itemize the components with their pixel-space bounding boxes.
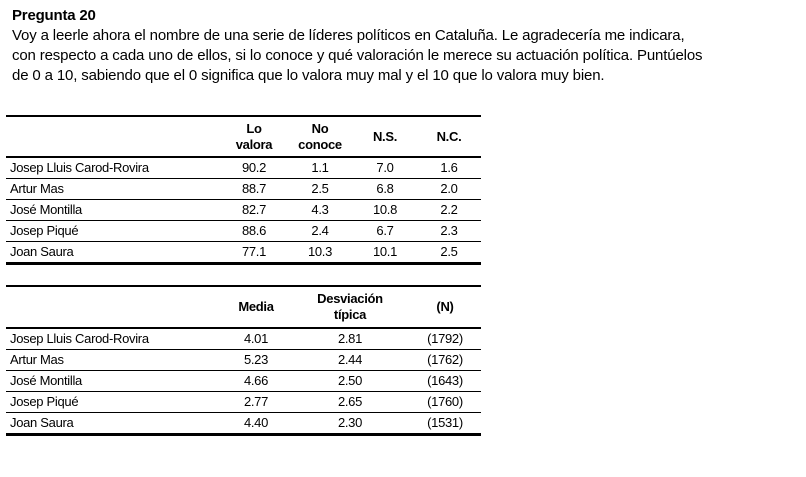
- rating-table-header: [6, 286, 481, 328]
- leader-name: José Montilla: [6, 200, 221, 221]
- lo-valora-value: 82.7: [221, 200, 287, 221]
- header-ns: N.S.: [372, 128, 398, 144]
- nc-value: 2.3: [417, 221, 481, 242]
- table-row: [6, 221, 481, 242]
- n-value: (1760): [409, 392, 481, 413]
- ns-value: 10.1: [353, 242, 417, 264]
- leader-name: Josep Piqué: [6, 392, 221, 413]
- leader-name: Joan Saura: [6, 413, 221, 435]
- table-row: [6, 350, 481, 371]
- no-conoce-value: 4.3: [287, 200, 353, 221]
- media-value: 4.66: [221, 371, 291, 392]
- no-conoce-value: 2.5: [287, 179, 353, 200]
- no-conoce-value: 2.4: [287, 221, 353, 242]
- header-n: (N): [436, 299, 454, 314]
- no-conoce-value: 1.1: [287, 157, 353, 179]
- lo-valora-value: 90.2: [221, 157, 287, 179]
- leader-name: Joan Saura: [6, 242, 221, 264]
- awareness-table-header: [6, 116, 481, 157]
- header-desviacion: [291, 286, 409, 328]
- n-value: (1762): [409, 350, 481, 371]
- header-leader: [6, 286, 221, 328]
- table-row: [6, 413, 481, 435]
- question-title: Pregunta 20: [12, 7, 96, 24]
- media-value: 4.40: [221, 413, 291, 435]
- media-value: 2.77: [221, 392, 291, 413]
- header-lo-valora-line-1: Lo: [246, 120, 262, 136]
- table-row: [6, 392, 481, 413]
- n-value: (1643): [409, 371, 481, 392]
- header-lo-valora: [221, 116, 287, 157]
- ns-value: 6.7: [353, 221, 417, 242]
- n-value: (1531): [409, 413, 481, 435]
- table-row: [6, 200, 481, 221]
- header-leader: [6, 116, 221, 157]
- n-value: (1792): [409, 328, 481, 350]
- desviacion-value: 2.30: [291, 413, 409, 435]
- lo-valora-value: 88.7: [221, 179, 287, 200]
- leader-name: Josep Lluis Carod-Rovira: [6, 157, 221, 179]
- desviacion-value: 2.65: [291, 392, 409, 413]
- question-text-line-1: Voy a leerle ahora el nombre de una serie de líderes políticos en Cataluña. Le agradecería me indicara,: [12, 27, 685, 44]
- header-desviacion-line-2: típica: [333, 307, 367, 322]
- header-lo-valora-line-2: valora: [235, 136, 273, 152]
- ns-value: 10.8: [353, 200, 417, 221]
- awareness-table: [6, 115, 481, 265]
- desviacion-value: 2.44: [291, 350, 409, 371]
- header-nc: N.C.: [436, 128, 462, 144]
- question-text-line-2: con respecto a cada uno de ellos, si lo conoce y qué valoración le merece su actuación política. Puntúelos: [12, 47, 703, 64]
- table-row: [6, 328, 481, 350]
- nc-value: 2.2: [417, 200, 481, 221]
- table-row: [6, 242, 481, 264]
- question-block: [12, 6, 782, 86]
- ns-value: 7.0: [353, 157, 417, 179]
- table-row: [6, 179, 481, 200]
- desviacion-value: 2.81: [291, 328, 409, 350]
- header-desviacion-line-1: Desviación: [317, 291, 383, 306]
- header-no-conoce-line-1: No: [311, 120, 329, 136]
- table-row: [6, 157, 481, 179]
- nc-value: 2.5: [417, 242, 481, 264]
- media-value: 5.23: [221, 350, 291, 371]
- header-media: Media: [238, 299, 274, 314]
- leader-name: Josep Piqué: [6, 221, 221, 242]
- question-text-line-3: de 0 a 10, sabiendo que el 0 significa que lo valora muy mal y el 10 que lo valora muy bien.: [12, 67, 605, 84]
- leader-name: Artur Mas: [6, 179, 221, 200]
- header-no-conoce-line-2: conoce: [298, 136, 342, 152]
- leader-name: José Montilla: [6, 371, 221, 392]
- leader-name: Artur Mas: [6, 350, 221, 371]
- ns-value: 6.8: [353, 179, 417, 200]
- media-value: 4.01: [221, 328, 291, 350]
- no-conoce-value: 10.3: [287, 242, 353, 264]
- table-row: [6, 371, 481, 392]
- nc-value: 2.0: [417, 179, 481, 200]
- rating-table: [6, 285, 481, 436]
- header-no-conoce: [287, 116, 353, 157]
- leader-name: Josep Lluis Carod-Rovira: [6, 328, 221, 350]
- nc-value: 1.6: [417, 157, 481, 179]
- desviacion-value: 2.50: [291, 371, 409, 392]
- lo-valora-value: 77.1: [221, 242, 287, 264]
- lo-valora-value: 88.6: [221, 221, 287, 242]
